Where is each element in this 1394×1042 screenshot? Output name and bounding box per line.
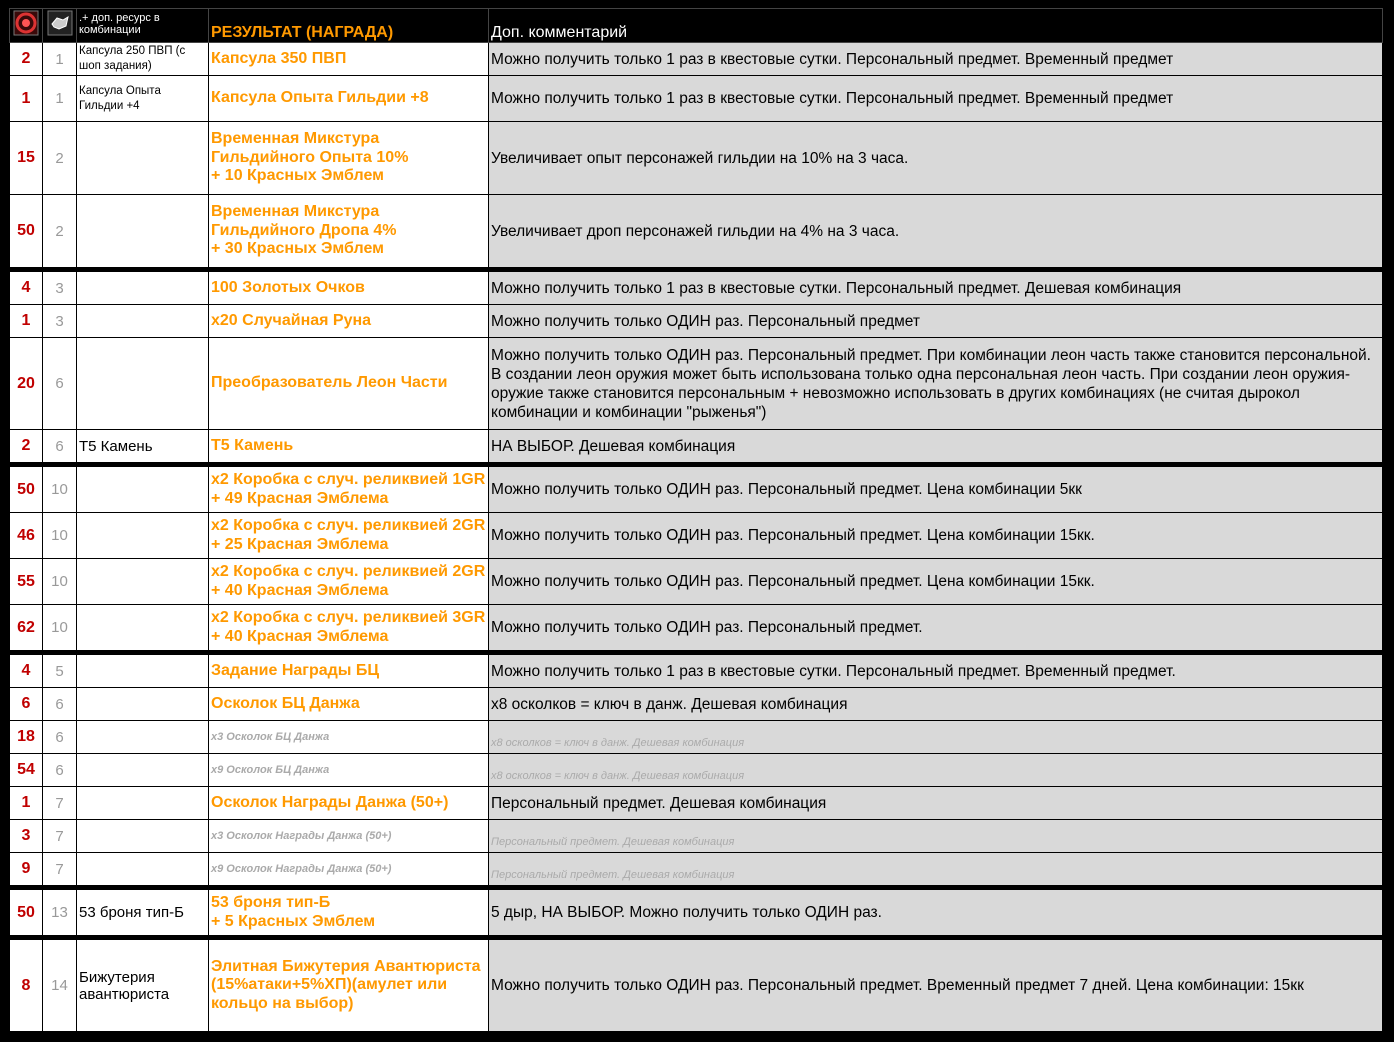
level-cell-text: 3	[55, 279, 64, 297]
comment-cell-text: Персональный предмет. Дешевая комбинация	[491, 868, 735, 881]
table-row	[10, 820, 1383, 853]
qty-cell-text: 50	[17, 480, 35, 498]
table-row	[10, 513, 1383, 559]
comment-cell-text: Можно получить только ОДИН раз. Персональный предмет. Временный предмет 7 дней. Цена комбинации: 15кк	[491, 977, 1304, 994]
qty-cell-text: 1	[21, 312, 31, 329]
reward-cell-text: Капсула Опыта Гильдии +8	[211, 89, 429, 107]
qty-cell-text: 2	[21, 437, 31, 454]
resource-cell	[77, 305, 209, 338]
reward-cell-text: x3 Осколок Награды Данжа (50+)	[211, 829, 392, 842]
level-cell-text: 13	[51, 904, 68, 921]
qty-cell	[10, 721, 43, 754]
comment-cell	[489, 467, 1383, 513]
table-row	[10, 467, 1383, 513]
reward-cell	[209, 338, 489, 430]
level-cell-text: 10	[51, 619, 68, 636]
qty-cell	[10, 853, 43, 886]
table-row	[10, 721, 1383, 754]
qty-cell	[10, 76, 43, 122]
reward-cell	[209, 122, 489, 195]
qty-cell-text: 15	[17, 149, 35, 166]
resource-cell	[77, 688, 209, 721]
comment-cell-text: Можно получить только ОДИН раз. Персональный предмет	[491, 312, 921, 330]
qty-cell-text: 8	[21, 976, 31, 994]
qty-cell-text: 20	[17, 374, 35, 392]
comment-cell-text: НА ВЫБОР. Дешевая комбинация	[491, 437, 736, 455]
comment-cell-text: Персональный предмет. Дешевая комбинация	[491, 835, 735, 848]
reward-cell-text: Временная Микстура Гильдийного Опыта 10% + 10 Красных Эмблем	[211, 130, 409, 185]
qty-cell-text: 4	[21, 279, 31, 296]
level-cell	[43, 76, 77, 122]
level-cell	[43, 430, 77, 463]
reward-table	[9, 8, 1383, 1032]
reward-cell-text: x2 Коробка с случ. реликвией 3GR + 40 Красная Эмблема	[211, 609, 486, 645]
header-emblem-cell	[10, 9, 43, 43]
qty-cell	[10, 559, 43, 605]
reward-cell	[209, 195, 489, 268]
comment-cell-text: Можно получить только 1 раз в квестовые сутки. Персональный предмет. Временный предмет	[491, 50, 1174, 68]
table-row	[10, 754, 1383, 787]
qty-cell-text: 50	[17, 903, 35, 921]
table-row	[10, 76, 1383, 122]
qty-cell-text: 4	[21, 662, 31, 679]
level-cell	[43, 940, 77, 1032]
level-cell	[43, 305, 77, 338]
table-body	[10, 43, 1383, 1032]
level-cell	[43, 605, 77, 651]
resource-cell	[77, 890, 209, 936]
reward-cell	[209, 820, 489, 853]
reward-cell-text: Капсула 350 ПВП	[211, 49, 347, 67]
reward-cell	[209, 430, 489, 463]
comment-cell	[489, 820, 1383, 853]
level-cell	[43, 820, 77, 853]
resource-cell	[77, 430, 209, 463]
resource-cell	[77, 195, 209, 268]
level-cell	[43, 688, 77, 721]
reward-cell-text: x20 Случайная Руна	[211, 311, 372, 329]
resource-cell	[77, 853, 209, 886]
comment-cell	[489, 787, 1383, 820]
reward-cell	[209, 559, 489, 605]
qty-cell	[10, 820, 43, 853]
reward-cell	[209, 890, 489, 936]
reward-cell-text: x2 Коробка с случ. реликвией 2GR + 40 Красная Эмблема	[211, 563, 486, 599]
level-cell-text: 1	[55, 50, 64, 68]
comment-cell	[489, 513, 1383, 559]
comment-cell-text: Можно получить только ОДИН раз. Персональный предмет. Цена комбинации 15кк.	[491, 573, 1095, 590]
comment-cell-text: Увеличивает опыт персонажей гильдии на 10% на 3 часа.	[491, 149, 909, 167]
resource-cell-text: Капсула 250 ПВП (с шоп задания)	[79, 45, 186, 72]
table-row	[10, 195, 1383, 268]
comment-cell	[489, 721, 1383, 754]
qty-cell	[10, 122, 43, 195]
level-cell-text: 1	[55, 90, 64, 107]
comment-cell	[489, 122, 1383, 195]
qty-cell	[10, 754, 43, 787]
comment-cell	[489, 890, 1383, 936]
resource-cell	[77, 467, 209, 513]
level-cell	[43, 467, 77, 513]
reward-cell-text: x2 Коробка с случ. реликвией 1GR + 49 Красная Эмблема	[211, 471, 486, 507]
reward-cell-text: x2 Коробка с случ. реликвией 2GR + 25 Красная Эмблема	[211, 517, 486, 553]
level-cell-text: 7	[55, 827, 64, 845]
table-row	[10, 338, 1383, 430]
comment-cell	[489, 940, 1383, 1032]
resource-cell	[77, 605, 209, 651]
comment-cell-text: Можно получить только ОДИН раз. Персональный предмет. Цена комбинации 15кк.	[491, 527, 1095, 544]
comment-cell-text: Можно получить только 1 раз в квестовые сутки. Персональный предмет. Дешевая комбинация	[491, 279, 1182, 297]
comment-cell	[489, 305, 1383, 338]
comment-cell	[489, 754, 1383, 787]
crystal-resource-icon	[47, 10, 73, 36]
level-cell-text: 10	[51, 527, 68, 544]
resource-cell-text: T5 Камень	[79, 437, 153, 455]
header-resource-label: .+ доп. ресурс в комбинации	[77, 9, 209, 43]
table-row	[10, 688, 1383, 721]
comment-cell-text: x8 осколков = ключ в данж. Дешевая комбинация	[491, 736, 745, 749]
level-cell	[43, 721, 77, 754]
reward-cell-text: Задание Награды БЦ	[211, 661, 380, 679]
level-cell-text: 10	[51, 573, 68, 590]
level-cell-text: 6	[55, 437, 64, 455]
reward-cell-text: Осколок БЦ Данжа	[211, 694, 360, 712]
level-cell-text: 14	[51, 977, 68, 994]
reward-cell-text: x9 Осколок БЦ Данжа	[211, 763, 330, 776]
qty-cell	[10, 787, 43, 820]
level-cell-text: 7	[55, 860, 64, 878]
comment-cell	[489, 853, 1383, 886]
reward-cell	[209, 787, 489, 820]
level-cell	[43, 43, 77, 76]
level-cell-text: 6	[55, 761, 64, 779]
comment-cell-text: 5 дыр, НА ВЫБОР. Можно получить только ОДИН раз.	[491, 904, 882, 921]
level-cell-text: 10	[51, 481, 68, 498]
comment-cell-text: Можно получить только 1 раз в квестовые сутки. Персональный предмет. Временный предмет.	[491, 662, 1176, 680]
resource-cell	[77, 820, 209, 853]
level-cell	[43, 890, 77, 936]
level-cell-text: 2	[55, 149, 64, 167]
qty-cell	[10, 605, 43, 651]
table-row	[10, 305, 1383, 338]
level-cell	[43, 338, 77, 430]
reward-cell	[209, 605, 489, 651]
reward-cell-text: 100 Золотых Очков	[211, 278, 365, 296]
resource-cell-text: Капсула Опыта Гильдии +4	[79, 84, 161, 112]
table-row	[10, 655, 1383, 688]
qty-cell	[10, 655, 43, 688]
table-row	[10, 853, 1383, 886]
qty-cell	[10, 272, 43, 305]
level-cell-text: 2	[55, 222, 64, 240]
reward-cell	[209, 76, 489, 122]
qty-cell	[10, 513, 43, 559]
reward-cell-text: 53 броня тип-Б + 5 Красных Эмблем	[211, 894, 376, 930]
qty-cell-text: 1	[21, 794, 31, 811]
qty-cell-text: 54	[17, 761, 35, 778]
level-cell-text: 5	[55, 662, 64, 680]
reward-cell	[209, 513, 489, 559]
level-cell	[43, 272, 77, 305]
qty-cell-text: 1	[21, 89, 31, 107]
qty-cell	[10, 305, 43, 338]
level-cell-text: 3	[55, 312, 64, 330]
qty-cell	[10, 890, 43, 936]
table-row	[10, 430, 1383, 463]
level-cell-text: 6	[55, 728, 64, 746]
comment-cell-text: Можно получить только ОДИН раз. Персональный предмет.	[491, 619, 923, 636]
comment-cell-text: Можно получить только ОДИН раз. Персональный предмет. Цена комбинации 5кк	[491, 481, 1082, 498]
table-row	[10, 605, 1383, 651]
reward-cell-text: x9 Осколок Награды Данжа (50+)	[211, 862, 392, 875]
comment-cell-text: Увеличивает дроп персонажей гильдии на 4% на 3 часа.	[491, 222, 900, 240]
comment-cell-text: Персональный предмет. Дешевая комбинация	[491, 794, 827, 812]
comment-cell	[489, 272, 1383, 305]
reward-cell	[209, 853, 489, 886]
table-row	[10, 787, 1383, 820]
level-cell	[43, 122, 77, 195]
level-cell	[43, 787, 77, 820]
reward-cell	[209, 43, 489, 76]
qty-cell	[10, 195, 43, 268]
comment-cell	[489, 195, 1383, 268]
qty-cell-text: 62	[17, 618, 35, 636]
comment-cell	[489, 559, 1383, 605]
reward-cell-text: Осколок Награды Данжа (50+)	[211, 793, 449, 811]
comment-cell	[489, 76, 1383, 122]
level-cell-text: 6	[55, 695, 64, 713]
resource-cell	[77, 43, 209, 76]
reward-cell-text: Преобразователь Леон Части	[211, 374, 448, 392]
level-cell-text: 6	[55, 375, 64, 392]
resource-cell	[77, 272, 209, 305]
resource-cell	[77, 559, 209, 605]
qty-cell-text: 55	[17, 572, 35, 590]
resource-cell	[77, 754, 209, 787]
comment-cell-text: x8 осколков = ключ в данж. Дешевая комбинация	[491, 695, 848, 713]
reward-cell-text: T5 Камень	[211, 436, 294, 454]
reward-cell	[209, 655, 489, 688]
qty-cell	[10, 688, 43, 721]
qty-cell	[10, 467, 43, 513]
reward-cell	[209, 272, 489, 305]
header-row	[10, 9, 1383, 43]
resource-cell	[77, 721, 209, 754]
resource-cell-text: Бижутерия авантюриста	[79, 968, 170, 1003]
resource-cell-text: 53 броня тип-Б	[79, 904, 184, 921]
comment-cell	[489, 338, 1383, 430]
resource-cell	[77, 940, 209, 1032]
qty-cell-text: 50	[17, 222, 35, 239]
qty-cell	[10, 338, 43, 430]
reward-cell-text: x3 Осколок БЦ Данжа	[211, 730, 330, 743]
comment-cell-text: Можно получить только ОДИН раз. Персональный предмет. При комбинации леон часть также становится персональной. В создании леон оружия может быть использована только одна персональная леон часть. При создании леон оружия-оружие также становится персональным + невозможно использовать в других комбинациях (не считая дырокол комбинации и комбинации "рыженья")	[491, 346, 1371, 421]
qty-cell	[10, 430, 43, 463]
comment-cell	[489, 688, 1383, 721]
table-row	[10, 940, 1383, 1032]
comment-cell	[489, 430, 1383, 463]
reward-cell	[209, 688, 489, 721]
reward-cell-text: Временная Микстура Гильдийного Дропа 4% + 30 Красных Эмблем	[211, 203, 397, 258]
reward-cell	[209, 721, 489, 754]
header-resource-cell	[43, 9, 77, 43]
resource-cell	[77, 787, 209, 820]
qty-cell-text: 6	[21, 695, 31, 712]
level-cell	[43, 754, 77, 787]
comment-cell	[489, 605, 1383, 651]
resource-cell	[77, 76, 209, 122]
level-cell	[43, 195, 77, 268]
level-cell	[43, 655, 77, 688]
qty-cell-text: 2	[21, 50, 31, 67]
header-reward-label: РЕЗУЛЬТАТ (НАГРАДА)	[209, 9, 489, 43]
comment-cell-text: x8 осколков = ключ в данж. Дешевая комбинация	[491, 769, 745, 782]
level-cell	[43, 513, 77, 559]
reward-cell-text: Элитная Бижутерия Авантюриста (15%атаки+5%ХП)(амулет или кольцо на выбор)	[211, 957, 481, 1012]
resource-cell	[77, 122, 209, 195]
reward-cell	[209, 467, 489, 513]
qty-cell-text: 18	[17, 728, 35, 745]
resource-cell	[77, 513, 209, 559]
table-row	[10, 890, 1383, 936]
level-cell-text: 7	[55, 794, 64, 812]
qty-cell-text: 3	[21, 827, 31, 844]
table-row	[10, 122, 1383, 195]
comment-cell	[489, 655, 1383, 688]
red-circle-emblem-icon	[13, 10, 39, 36]
comment-cell	[489, 43, 1383, 76]
table-row	[10, 43, 1383, 76]
qty-cell	[10, 43, 43, 76]
level-cell	[43, 853, 77, 886]
qty-cell-text: 9	[21, 860, 31, 877]
resource-cell	[77, 338, 209, 430]
reward-cell	[209, 305, 489, 338]
header-comment-label: Доп. комментарий	[489, 9, 1383, 43]
table-row	[10, 559, 1383, 605]
reward-cell	[209, 940, 489, 1032]
reward-cell	[209, 754, 489, 787]
level-cell	[43, 559, 77, 605]
qty-cell-text: 46	[17, 526, 35, 544]
table-row	[10, 272, 1383, 305]
qty-cell	[10, 940, 43, 1032]
comment-cell-text: Можно получить только 1 раз в квестовые сутки. Персональный предмет. Временный предмет	[491, 90, 1174, 107]
resource-cell	[77, 655, 209, 688]
